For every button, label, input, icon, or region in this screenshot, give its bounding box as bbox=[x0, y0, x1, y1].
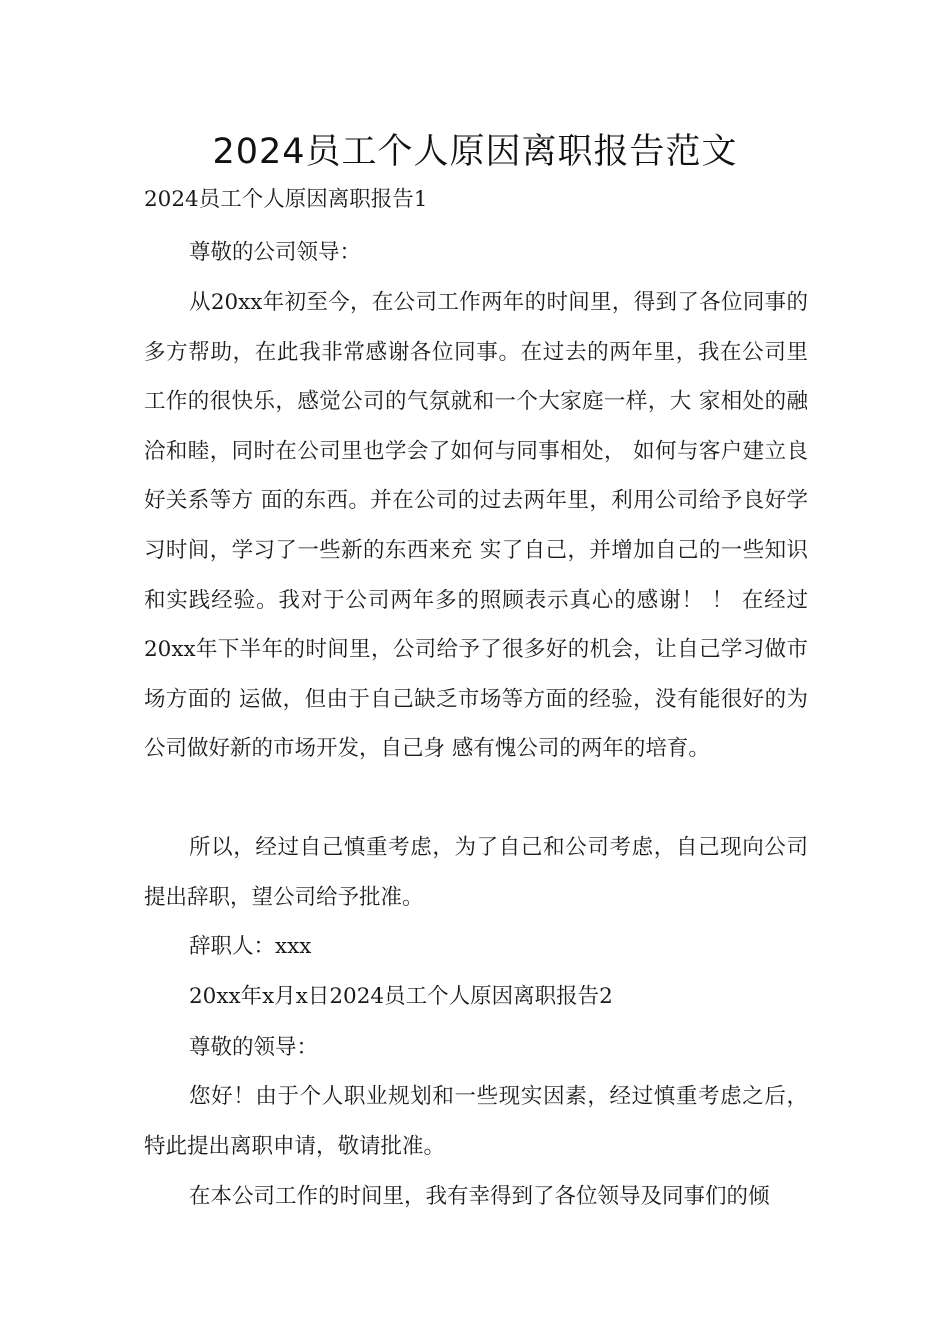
body-paragraph: 您好！由于个人职业规划和一些现实因素，经过慎重考虑之后，特此提出离职申请，敬请批准。 bbox=[144, 1084, 808, 1159]
document-title: 2024员工个人原因离职报告范文 bbox=[212, 132, 738, 172]
date-and-section-heading: 20xx年x月x日2024员工个人原因离职报告2 bbox=[189, 984, 613, 1009]
body-paragraph: 所以，经过自己慎重考虑，为了自己和公司考虑，自己现向公司 提出辞职，望公司给予批准。 bbox=[144, 835, 808, 910]
section-heading: 2024员工个人原因离职报告1 bbox=[144, 187, 428, 212]
signature-line: 辞职人：xxx bbox=[189, 934, 312, 959]
salutation: 尊敬的领导： bbox=[189, 1035, 319, 1060]
salutation: 尊敬的公司领导： bbox=[189, 240, 362, 265]
body-paragraph: 在本公司工作的时间里，我有幸得到了各位领导及同事们的倾 bbox=[189, 1184, 770, 1209]
body-paragraph: 从20xx年初至今，在公司工作两年的时间里，得到了各位同事的多方帮助，在此我非常感谢各位同事。在过去的两年里，我在公司里工作的很快乐，感觉公司的气氛就和一个大家庭一样，大 家相处的融洽和睦，同时在公司里也学会了如何与同事相处， 如何与客户建立良好关系等方 面的东西。并在公司的过去两年里，利用公司给予良好学习时间，学习了一些新的东西来充 实了自己，并增加自己的一些知识和实践经验。我对于公司两年多的照顾表示真心的感谢！ ！ 在经过 20xx年下半年的时间里，公司给予了很多好的机会，让自己学习做市场方面的 运做，但由于自己缺乏市场等方面的经验，没有能很好的为公司做好新的市场开发，自己身 感有愧公司的两年的培育。 bbox=[144, 290, 808, 762]
